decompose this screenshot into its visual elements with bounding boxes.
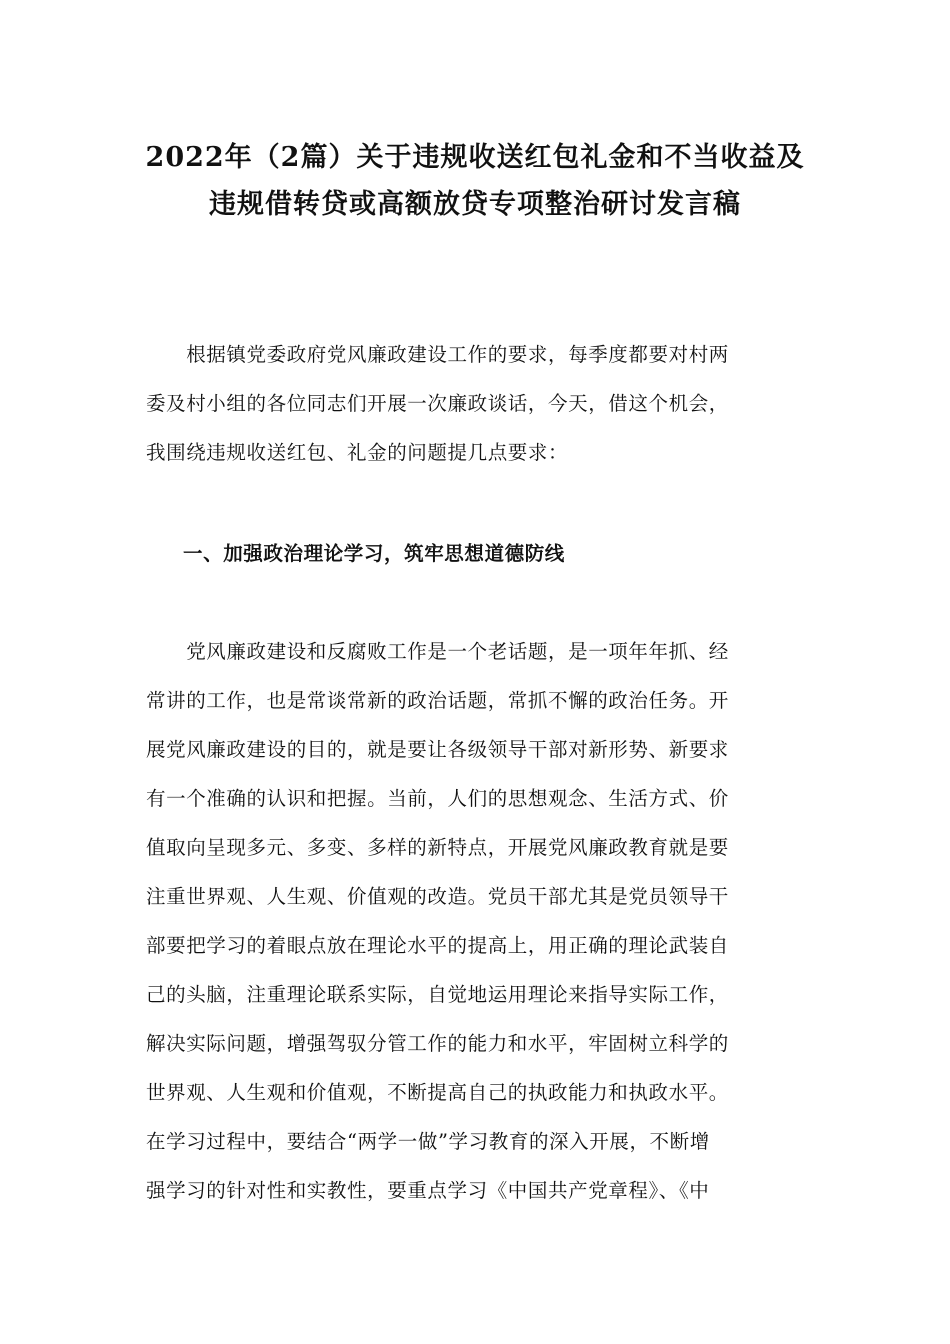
section-1-line: 解决实际问题，增强驾驭分管工作的能力和水平，牢固树立科学的 [146, 1032, 729, 1055]
intro-line-1: 根据镇党委政府党风廉政建设工作的要求，每季度都要对村两 [146, 343, 729, 366]
section-1-line: 有一个准确的认识和把握。当前，人们的思想观念、生活方式、价 [146, 787, 729, 810]
document-title-line-1: 2022年（2篇）关于违规收送红包礼金和不当收益及 [145, 142, 805, 173]
section-1-line: 常讲的工作，也是常谈常新的政治话题，常抓不懈的政治任务。开 [146, 689, 729, 712]
intro-line-2: 委及村小组的各位同志们开展一次廉政谈话，今天，借这个机会， [146, 392, 729, 415]
section-1-line: 注重世界观、人生观、价值观的改造。党员干部尤其是党员领导干 [146, 885, 729, 908]
section-1-line: 己的头脑，注重理论联系实际，自觉地运用理论来指导实际工作， [146, 983, 729, 1006]
document-title-line-2: 违规借转贷或高额放贷专项整治研讨发言稿 [209, 189, 741, 220]
section-1-heading: 一、加强政治理论学习，筑牢思想道德防线 [183, 542, 565, 565]
section-1-line: 党风廉政建设和反腐败工作是一个老话题，是一项年年抓、经 [146, 640, 729, 663]
section-1-line: 值取向呈现多元、多变、多样的新特点，开展党风廉政教育就是要 [146, 836, 729, 859]
section-1-line: 世界观、人生观和价值观，不断提高自己的执政能力和执政水平。 [146, 1081, 729, 1104]
section-1-line: 展党风廉政建设的目的，就是要让各级领导干部对新形势、新要求 [146, 738, 729, 761]
intro-line-3: 我围绕违规收送红包、礼金的问题提几点要求： [146, 441, 569, 464]
section-1-line: 在学习过程中，要结合“两学一做”学习教育的深入开展，不断增 [146, 1130, 710, 1153]
section-1-line: 部要把学习的着眼点放在理论水平的提高上，用正确的理论武装自 [146, 934, 729, 957]
section-1-line: 强学习的针对性和实教性，要重点学习《中国共产党章程》、《中 [146, 1179, 710, 1202]
